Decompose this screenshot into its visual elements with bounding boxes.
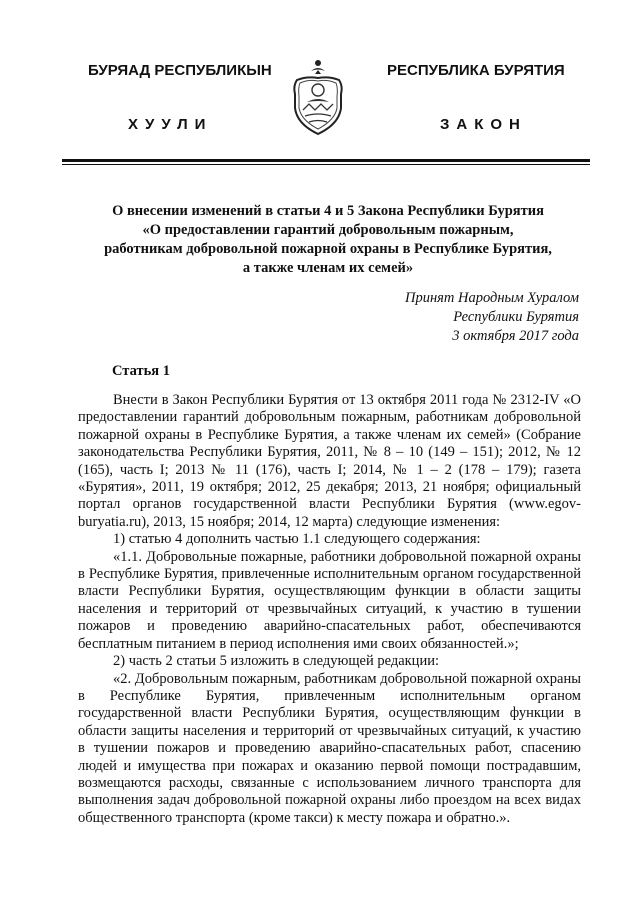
adoption-line: Республики Бурятия	[453, 309, 579, 325]
coat-of-arms-emblem-icon	[289, 56, 347, 138]
law-title-line: О внесении изменений в статьи 4 и 5 Закона Республики Бурятия	[112, 203, 544, 219]
body-paragraph: 1) статью 4 дополнить частью 1.1 следующего содержания:	[113, 531, 481, 548]
adoption-line: Принят Народным Хуралом	[404, 290, 579, 306]
body-paragraph: 2) часть 2 статьи 5 изложить в следующей редакции:	[113, 653, 439, 670]
header-divider-thin	[62, 164, 590, 165]
header-right-subtitle: ЗАКОН	[440, 116, 527, 133]
law-title	[60, 202, 596, 278]
adoption-note	[405, 289, 579, 346]
law-title-line: а также членам их семей»	[242, 260, 414, 276]
body-paragraph: «2. Добровольным пожарным, работникам добровольной пожарной охраны в Республике Бурятия, привлеченным исполнительным органом государственной власти Республики Бурятия, осуществляющим функции в области защиты населения и территорий от чрезвычайных ситуаций, к участию в тушении пожаров и проведению аварийно-спасательных работ, спасению людей и имущества при пожарах и оказанию первой помощи пострадавшим, возмещаются расходы, связанные с использованием личного транспорта для выполнения задач добровольной пожарной охраны либо проездом на всех видах общественного транспорта (кроме такси) к месту пожара и обратно.».	[78, 670, 581, 826]
header-right-title: РЕСПУБЛИКА БУРЯТИЯ	[387, 62, 565, 79]
law-title-line: «О предоставлении гарантий добровольным пожарным,	[142, 222, 514, 238]
header-left-subtitle: ХУУЛИ	[128, 116, 213, 133]
header-divider-thick	[62, 159, 590, 162]
header-left-title: БУРЯАД РЕСПУБЛИКЫН	[88, 62, 272, 79]
body-paragraph: «1.1. Добровольные пожарные, работники добровольной пожарной охраны в Республике Бурятия, привлеченные исполнительным органом государственной власти Республики Бурятия, осуществляющим функции в области защиты населения и территорий от чрезвычайных ситуаций, к участию в тушении пожаров и проведению аварийно-спасательных работ, обеспечиваются бесплатным питанием в период исполнения ими своих обязанностей.»;	[78, 548, 581, 652]
article-body	[78, 392, 581, 827]
law-title-line: работникам добровольной пожарной охраны в Республике Бурятия,	[104, 241, 552, 257]
article-heading: Статья 1	[112, 363, 170, 379]
adoption-line: 3 октября 2017 года	[452, 328, 579, 344]
body-paragraph: Внести в Закон Республики Бурятия от 13 октября 2011 года № 2312-IV «О предоставлении гарантий добровольным пожарным, работникам добровольной пожарной охраны в Республике Бурятия, а также членам их семей» (Собрание законодательства Республики Бурятия, 2011, № 8 – 10 (149 – 151); 2012, № 12 (165), часть I; 2013 № 11 (176), часть I; 2014, № 1 – 2 (178 – 179); газета «Бурятия», 2011, 19 октября; 2012, 25 декабря; 2013, 21 ноября; официальный портал органов государственной власти Республики Бурятия (www.egov-buryatia.ru), 2013, 15 ноября; 2014, 12 марта) следующие изменения:	[78, 392, 581, 530]
